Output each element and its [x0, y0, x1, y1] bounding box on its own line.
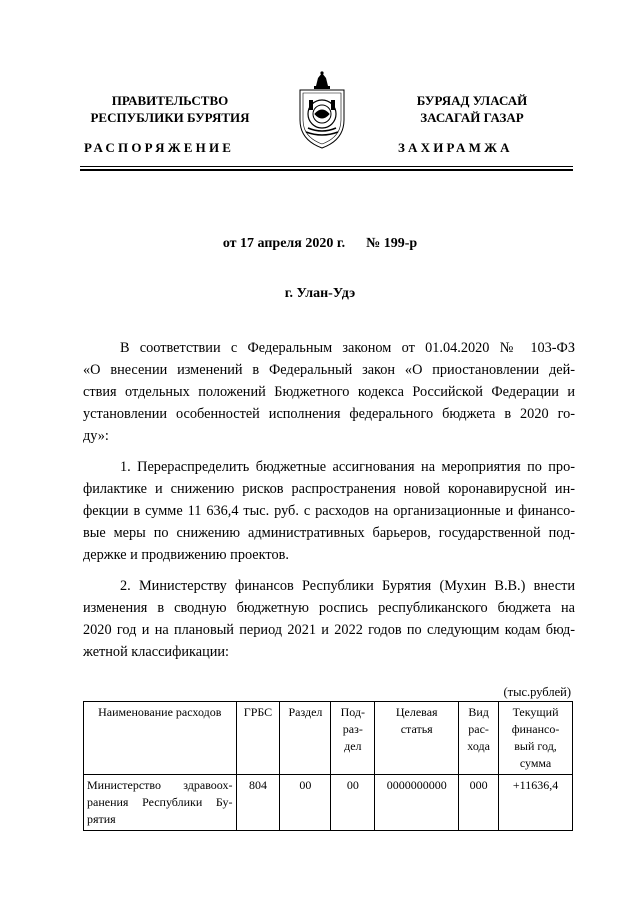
text-line: 2020 год и на плановый период 2021 и 2022 годов по следующим кодам бюд-: [83, 622, 575, 638]
table-header-row: [84, 702, 573, 775]
header-left-line-1: ПРАВИТЕЛЬСТВО: [111, 93, 229, 108]
cell-target: 0000000000: [375, 775, 459, 831]
text-line: вые меры по снижению административных барьеров, государственной под-: [83, 525, 575, 541]
paragraph-item-1: [83, 456, 575, 566]
text-line: 2. Министерству финансов Республики Бурятия (Мухин В.В.) внести: [120, 578, 575, 594]
paragraph-preamble: [83, 337, 575, 447]
text-line: фекции в сумме 11 636,4 тыс. руб. с расходов на организационные и финансо-: [83, 503, 575, 519]
col-header-name: Наименование расходов: [84, 702, 237, 775]
doc-date-number: [0, 236, 640, 252]
text-line: 1. Перераспределить бюджетные ассигнования на мероприятия по про-: [120, 459, 575, 475]
cell-grbs: 804: [236, 775, 280, 831]
text-line: изменения в сводную бюджетную роспись республиканского бюджета на: [83, 600, 575, 616]
header-left: [70, 92, 270, 126]
col-header-vid: Вид рас- хода: [459, 702, 499, 775]
text-line: ду»:: [83, 428, 109, 444]
doc-type-left: РАСПОРЯЖЕНИЕ: [84, 140, 235, 155]
table-row: [84, 775, 573, 831]
doc-city: г. Улан-Удэ: [284, 286, 356, 301]
text-line: ствия отдельных положений Бюджетного кодекса Российской Федерации и: [83, 384, 575, 400]
header-right-line-2: ЗАСАГАЙ ГАЗАР: [420, 110, 524, 125]
coat-of-arms-emblem: [294, 70, 350, 150]
cell-name: Министерство здравоох-ранения Республики Бу-рятия: [84, 775, 237, 831]
text-line: жетной классификации:: [83, 644, 229, 660]
col-header-razdel: Раздел: [280, 702, 331, 775]
doc-number: № 199-р: [366, 236, 418, 251]
col-header-current: Текущий финансо- вый год, сумма: [499, 702, 573, 775]
header-right: [372, 92, 572, 126]
budget-table: [83, 701, 573, 831]
doc-date: от 17 апреля 2020 г.: [222, 236, 346, 251]
text-line: «О внесении изменений в Федеральный закон «О приостановлении дей-: [83, 362, 575, 378]
text-line: установлении особенностей исполнения федерального бюджета в 2020 го-: [83, 406, 575, 422]
text-line: В соответствии с Федеральным законом от 01.04.2020 № 103-ФЗ: [120, 340, 575, 356]
cell-podrazdel: 00: [331, 775, 375, 831]
text-line: держке и продвижению проектов.: [83, 547, 289, 563]
header-right-line-1: БУРЯАД УЛАСАЙ: [416, 93, 528, 108]
col-header-grbs: ГРБС: [236, 702, 280, 775]
paragraph-item-2: [83, 575, 575, 663]
cell-razdel: 00: [280, 775, 331, 831]
header-rule-thin: [80, 166, 573, 167]
header-left-line-2: РЕСПУБЛИКИ БУРЯТИЯ: [90, 110, 250, 125]
col-header-target: Целевая статья: [375, 702, 459, 775]
header-rule-thick: [80, 169, 573, 171]
doc-type-right: ЗАХИРАМЖА: [398, 140, 513, 155]
cell-vid: 000: [459, 775, 499, 831]
cell-current: +11636,4: [499, 775, 573, 831]
table-unit-label: (тыс.рублей): [503, 685, 571, 699]
col-header-podrazdel: Под- раз- дел: [331, 702, 375, 775]
text-line: филактике и снижению рисков распространения новой коронавирусной ин-: [83, 481, 575, 497]
